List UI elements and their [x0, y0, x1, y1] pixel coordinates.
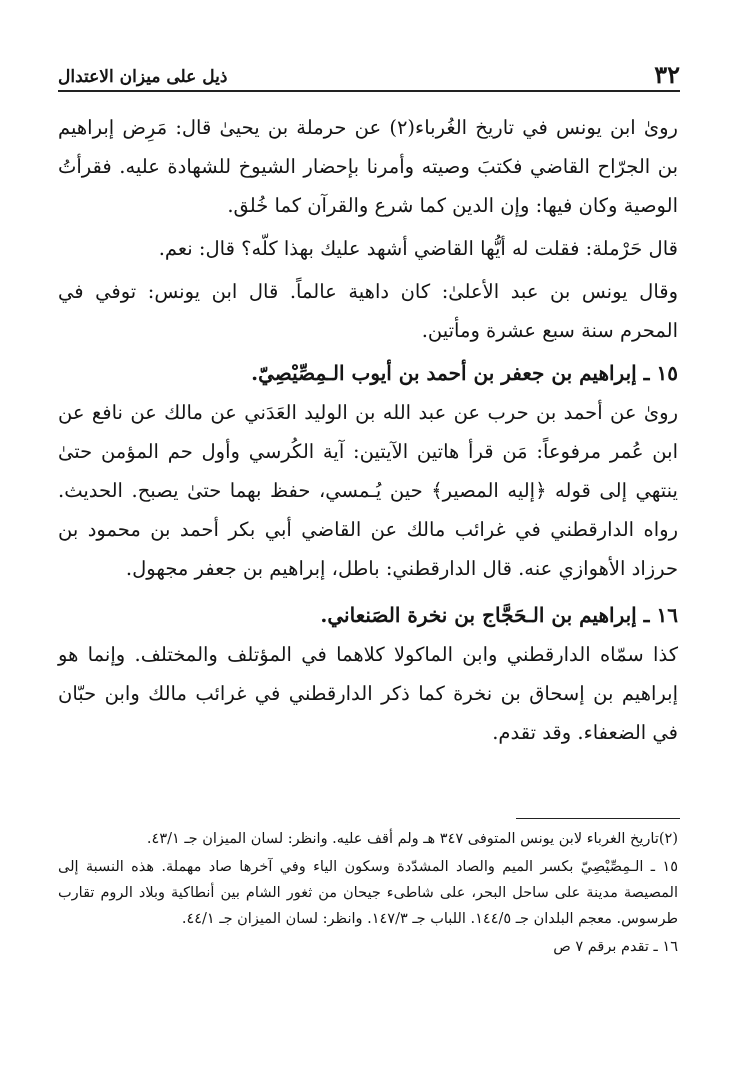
paragraph-entry-15: روىٰ عن أحمد بن حرب عن عبد الله بن الوليد العَدَني عن مالك عن نافع عن ابن عُمر مرفوعاً: مَن قرأ هاتين الآيتين: آية الكُرسي وأول حم المؤمن حتىٰ ينتهي إلى قوله ﴿إليه المصير﴾ حين يُـمسي، حفظ بهما حتىٰ يصبح. الحديث. رواه الدارقطني في غرائب مالك عن القاضي أبي بكر أحمد بن محمود بن حرزاد الأهوازي عنه. قال الدارقطني: باطل، إبراهيم بن جعفر مجهول.: [58, 401, 678, 580]
page-number: ٣٢: [654, 60, 680, 89]
footnotes: [58, 826, 678, 962]
paragraph-entry-16: كذا سمّاه الدارقطني وابن الماكولا كلاهما في المؤتلف والمختلف. وإنما هو إبراهيم بن إسحاق بن نخرة كما ذكر الدارقطني في غرائب مالك وابن حبّان في الضعفاء. وقد تقدم.: [58, 643, 678, 744]
footnote-16: ١٦ ـ تقدم برقم ٧ ص: [553, 939, 678, 955]
paragraph-death-date: وقال يونس بن عبد الأعلىٰ: كان داهية عالماً. قال ابن يونس: توفي في المحرم سنة سبع عشرة ومأتين.: [58, 280, 678, 342]
footnote-separator: [516, 818, 680, 819]
entry-heading-16: ١٦ ـ إبراهيم بن الـحَجَّاج بن نخرة الصَنعاني.: [320, 603, 678, 627]
paragraph-hermala-question: قال حَرْملة: فقلت له أيُّها القاضي أشهد عليك بهذا كلّه؟ قال: نعم.: [158, 237, 678, 260]
footnote-15: ١٥ ـ الـمِصِّيْصِيّ بكسر الميم والصاد المشدّدة وسكون الياء وفي آخرها صاد مهملة. هذه النسبة إلى المصيصة مدينة على ساحل البحر، على شاطىء جيحان من ثغور الشام بين أنطاكية وبلاد الروم تقارب طرسوس. معجم البلدان جـ ١٤٤/٥. اللباب جـ ١٤٧/٣. وانظر: لسان الميزان جـ ٤٤/١.: [58, 859, 678, 927]
entry-heading-15: ١٥ ـ إبراهيم بن جعفر بن أحمد بن أيوب الـمِصِّيْصِيّ.: [251, 361, 678, 385]
page-header: [58, 56, 680, 92]
paragraph-hermala-narration: روىٰ ابن يونس في تاريخ الغُرباء(٢) عن حرملة بن يحيىٰ قال: مَرِض إبراهيم بن الجرّاح القاضي فكتبَ وصيته وأمرنا بإحضار الشيوخ للشهادة عليه. فقرأتُ الوصية وكان فيها: وإن الدين كما شرع والقرآن كما خُلق.: [58, 116, 678, 217]
running-title: ذيل على ميزان الاعتدال: [58, 67, 228, 87]
main-text: [58, 108, 678, 756]
footnote-2: (٢)تاريخ الغرباء لابن يونس المتوفى ٣٤٧ هـ ولم أقف عليه. وانظر: لسان الميزان جـ ٤٣/١.: [146, 831, 678, 847]
